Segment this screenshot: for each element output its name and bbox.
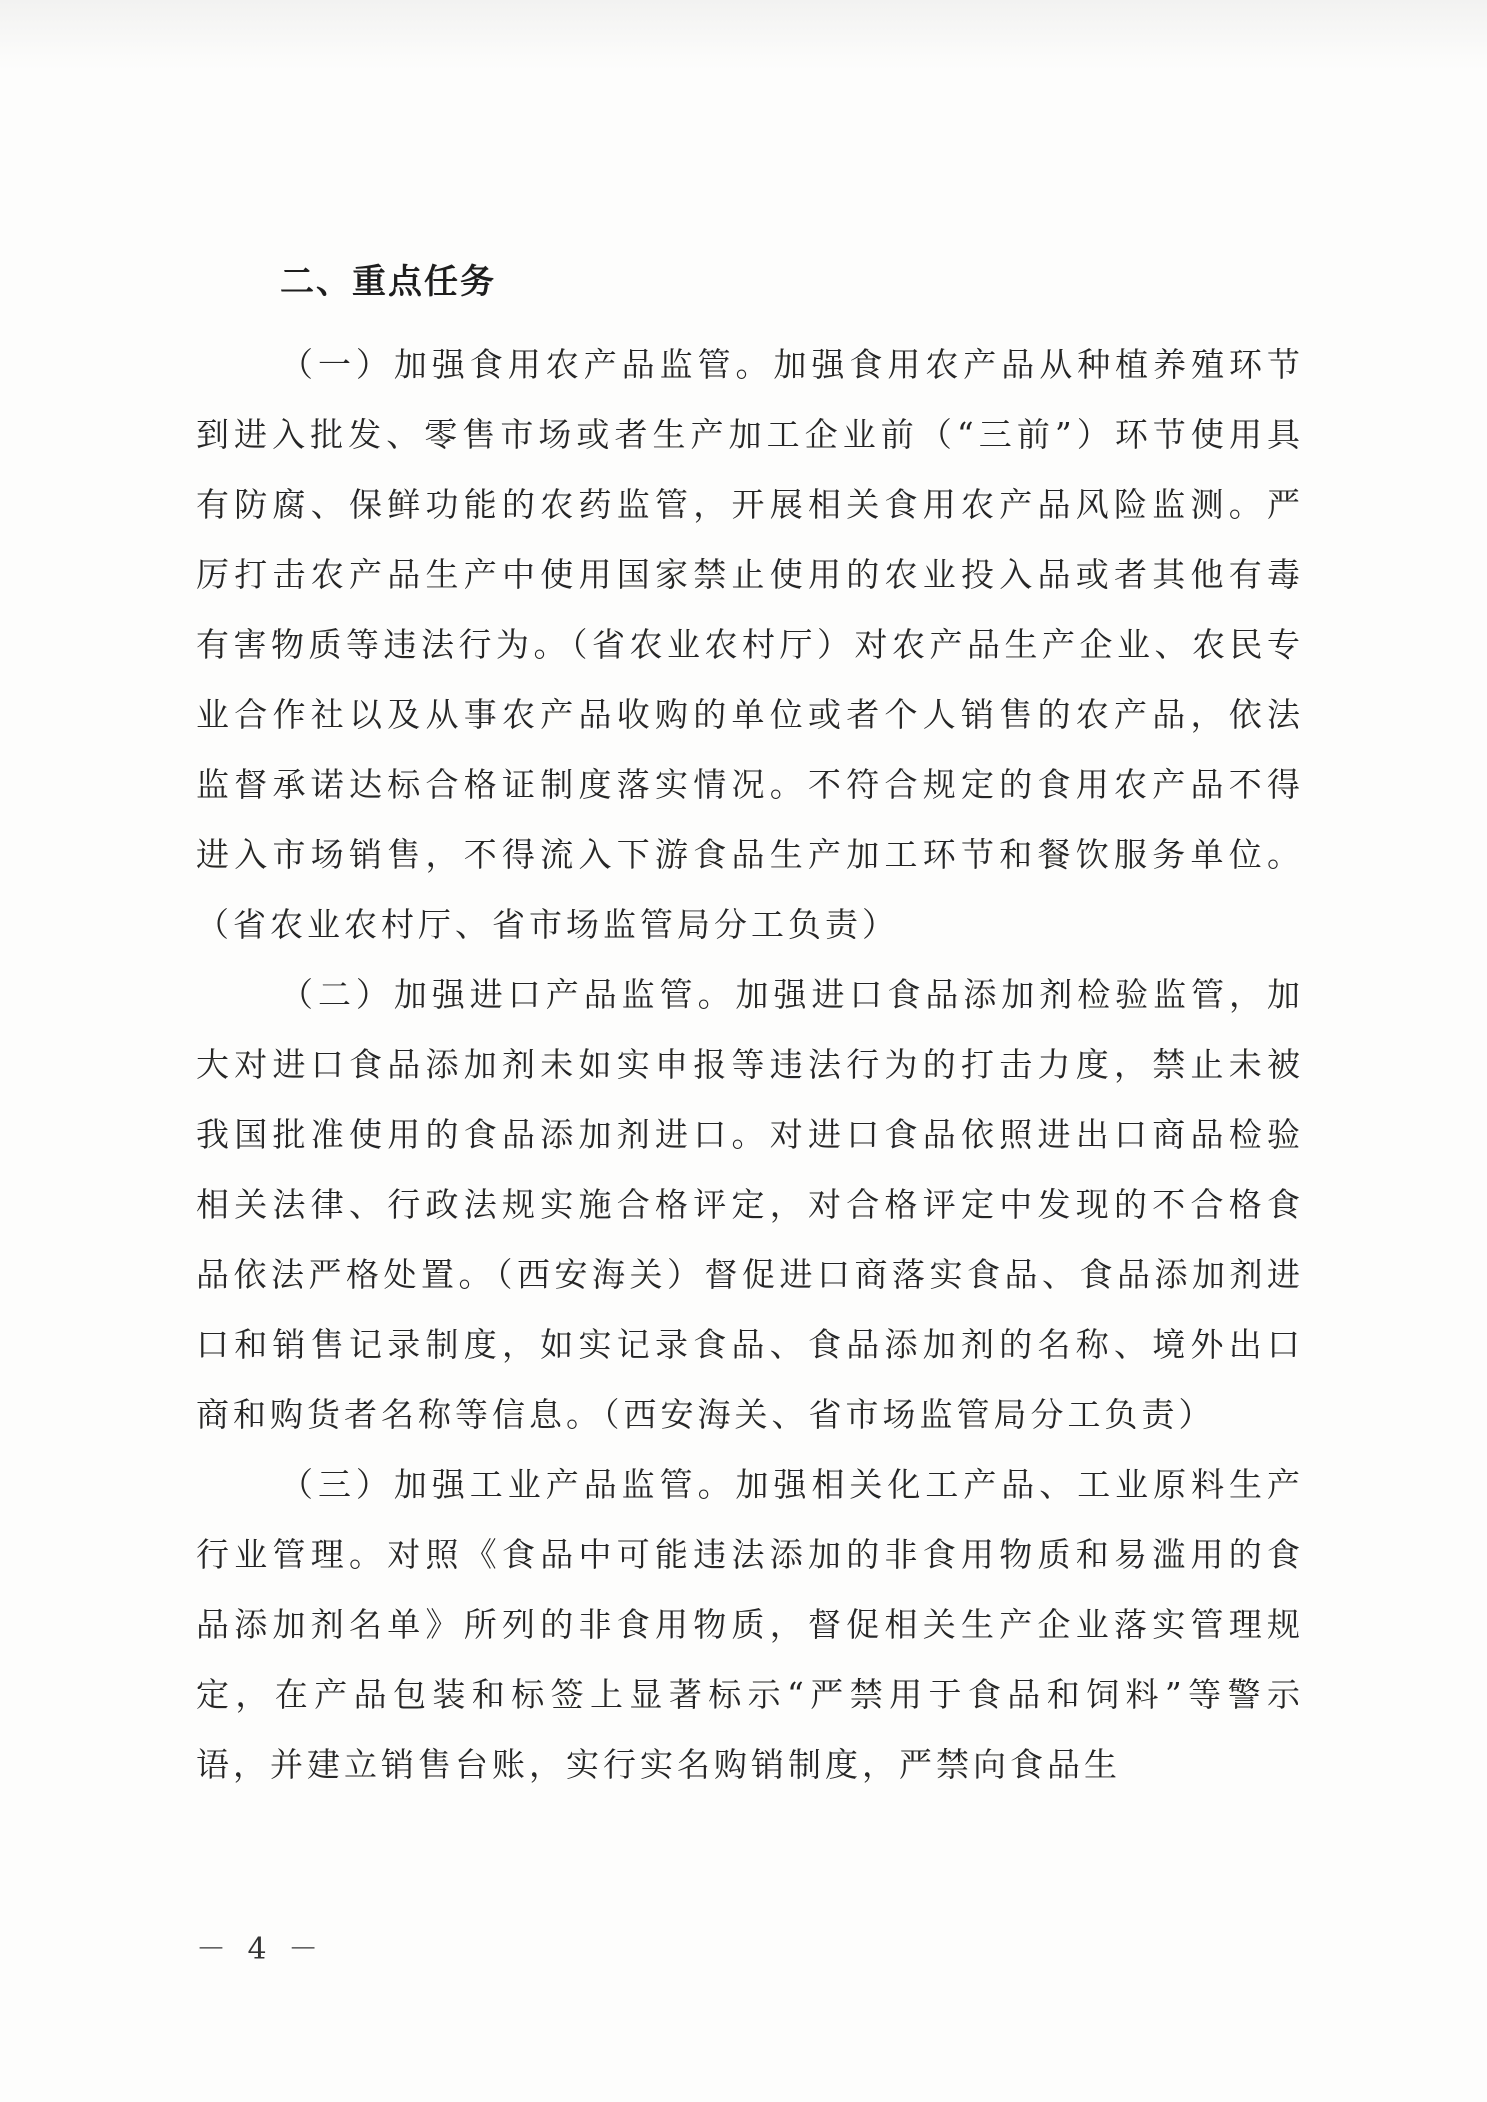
paragraph-3-lead: （三）加强工业产品监管。 bbox=[280, 1465, 736, 1504]
paragraph-2-body: 加强进口食品添加剂检验监管，加大对进口食品添加剂未如实申报等违法行为的打击力度，禁止未被我国批准使用的食品添加剂进口。对进口食品依照进出口商品检验相关法律、行政法规实施合格评定，对合格评定中发现的不合格食品依法严格处置。（西安海关）督促进口商落实食品、食品添加剂进口和销售记录制度，如实记录食品、食品添加剂的名称、境外出口商和购货者名称等信息。（西安海关、省市场监管局分工负责） bbox=[196, 975, 1305, 1434]
paragraph-3-body: 加强相关化工产品、工业原料生产行业管理。对照《食品中可能违法添加的非食用物质和易滥用的食品添加剂名单》所列的非食用物质，督促相关生产企业落实管理规定，在产品包装和标签上显著标示“严禁用于食品和饲料”等警示语，并建立销售台账，实行实名购销制度，严禁向食品生 bbox=[196, 1465, 1305, 1784]
section-heading: 二、重点任务 bbox=[280, 262, 496, 302]
paragraph-1-lead: （一）加强食用农产品监管。 bbox=[280, 345, 774, 384]
page-number: － 4 － bbox=[196, 1932, 325, 1967]
document-body bbox=[196, 262, 1304, 1800]
paragraph-1 bbox=[196, 330, 1304, 960]
scan-shadow bbox=[0, 0, 1487, 70]
paragraph-2-lead: （二）加强进口产品监管。 bbox=[280, 975, 736, 1014]
paragraph-3 bbox=[196, 1450, 1304, 1800]
paragraph-2 bbox=[196, 960, 1304, 1450]
paragraph-1-body: 加强食用农产品从种植养殖环节到进入批发、零售市场或者生产加工企业前（“三前”）环节使用具有防腐、保鲜功能的农药监管，开展相关食用农产品风险监测。严厉打击农产品生产中使用国家禁止使用的农业投入品或者其他有毒有害物质等违法行为。（省农业农村厅）对农产品生产企业、农民专业合作社以及从事农产品收购的单位或者个人销售的农产品，依法监督承诺达标合格证制度落实情况。不符合规定的食用农产品不得进入市场销售，不得流入下游食品生产加工环节和餐饮服务单位。（省农业农村厅、省市场监管局分工负责） bbox=[196, 345, 1305, 944]
